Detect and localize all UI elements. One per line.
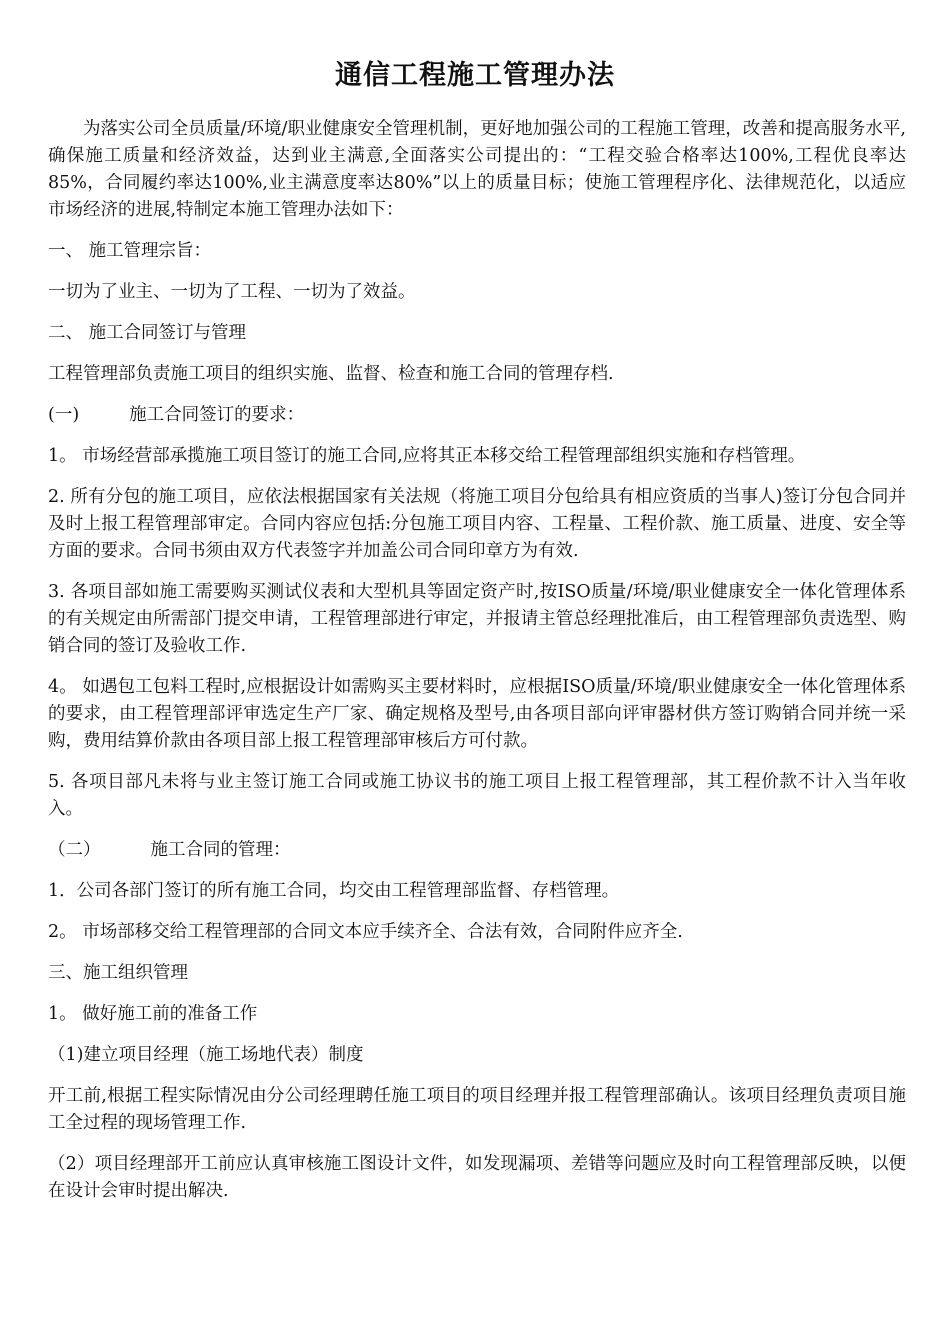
list-item: 1。 市场经营部承揽施工项目签订的施工合同,应将其正本移交给工程管理部组织实施和存档管理。 [48,446,806,466]
subsection-title: 施工合同的管理： [150,840,291,860]
paragraph: 开工前,根据工程实际情况由分公司经理聘任施工项目的项目经理并报工程管理部确认。该项目经理负责项目施工全过程的现场管理工作. [48,1086,906,1133]
sub-list-item: （1)建立项目经理（施工场地代表）制度 [48,1045,364,1065]
list-item: 1．公司各部门签订的所有施工合同，均交由工程管理部监督、存档管理。 [48,881,620,901]
intro-paragraph: 为落实公司全员质量/环境/职业健康安全管理机制，更好地加强公司的工程施工管理，改善和提高服务水平,确保施工质量和经济效益，达到业主满意,全面落实公司提出的：“工程交验合格率达100%,工程优良率达85%，合同履约率达100%,业主满意度率达80%”以上的质量目标；使施工管理程序化、法律规范化，以适应市场经济的进展,特制定本施工管理办法如下： [48,119,906,220]
subsection-title: 施工合同签订的要求： [129,405,305,425]
subsection-number: (一) [48,405,80,425]
paragraph: 工程管理部负责施工项目的组织实施、监督、检查和施工合同的管理存档. [48,364,614,384]
subsection-number: （二） [48,840,101,860]
section-heading-1: 一、 施工管理宗旨： [48,241,212,261]
list-item: 3. 各项目部如施工需要购买测试仪表和大型机具等固定资产时,按ISO质量/环境/职业健康安全一体化管理体系的有关规定由所需部门提交申请，工程管理部进行审定，并报请主管总经理批准后，由工程管理部负责选型、购销合同的签订及验收工作. [48,582,906,656]
list-item: 2。 市场部移交给工程管理部的合同文本应手续齐全、合法有效，合同附件应齐全. [48,922,683,942]
section-heading-2: 二、 施工合同签订与管理 [48,323,247,343]
list-item: 2. 所有分包的施工项目，应依法根据国家有关法规（将施工项目分包给具有相应资质的当事人)签订分包合同并及时上报工程管理部审定。合同内容应包括:分包施工项目内容、工程量、工程价款、施工质量、进度、安全等方面的要求。合同书须由双方代表签字并加盖公司合同印章方为有效. [48,487,906,561]
paragraph: 一切为了业主、一切为了工程、一切为了效益。 [48,282,416,302]
list-item: 5. 各项目部凡未将与业主签订施工合同或施工协议书的施工项目上报工程管理部，其工程价款不计入当年收入。 [48,772,906,819]
sub-list-item: （2）项目经理部开工前应认真审核施工图设计文件，如发现漏项、差错等问题应及时向工程管理部反映，以便在设计会审时提出解决. [48,1154,906,1201]
document-title: 通信工程施工管理办法 [335,60,615,91]
section-heading-3: 三、施工组织管理 [48,963,188,983]
subsection-heading-1 [48,402,906,429]
list-item: 1。 做好施工前的准备工作 [48,1004,258,1024]
subsection-heading-2 [48,837,906,864]
list-item: 4。 如遇包工包料工程时,应根据设计如需购买主要材料时，应根据ISO质量/环境/职业健康安全一体化管理体系的要求，由工程管理部评审选定生产厂家、确定规格及型号,由各项目部向评审器材供方签订购销合同并统一采购，费用结算价款由各项目部上报工程管理部审核后方可付款。 [48,677,906,751]
document-body [48,116,906,1219]
